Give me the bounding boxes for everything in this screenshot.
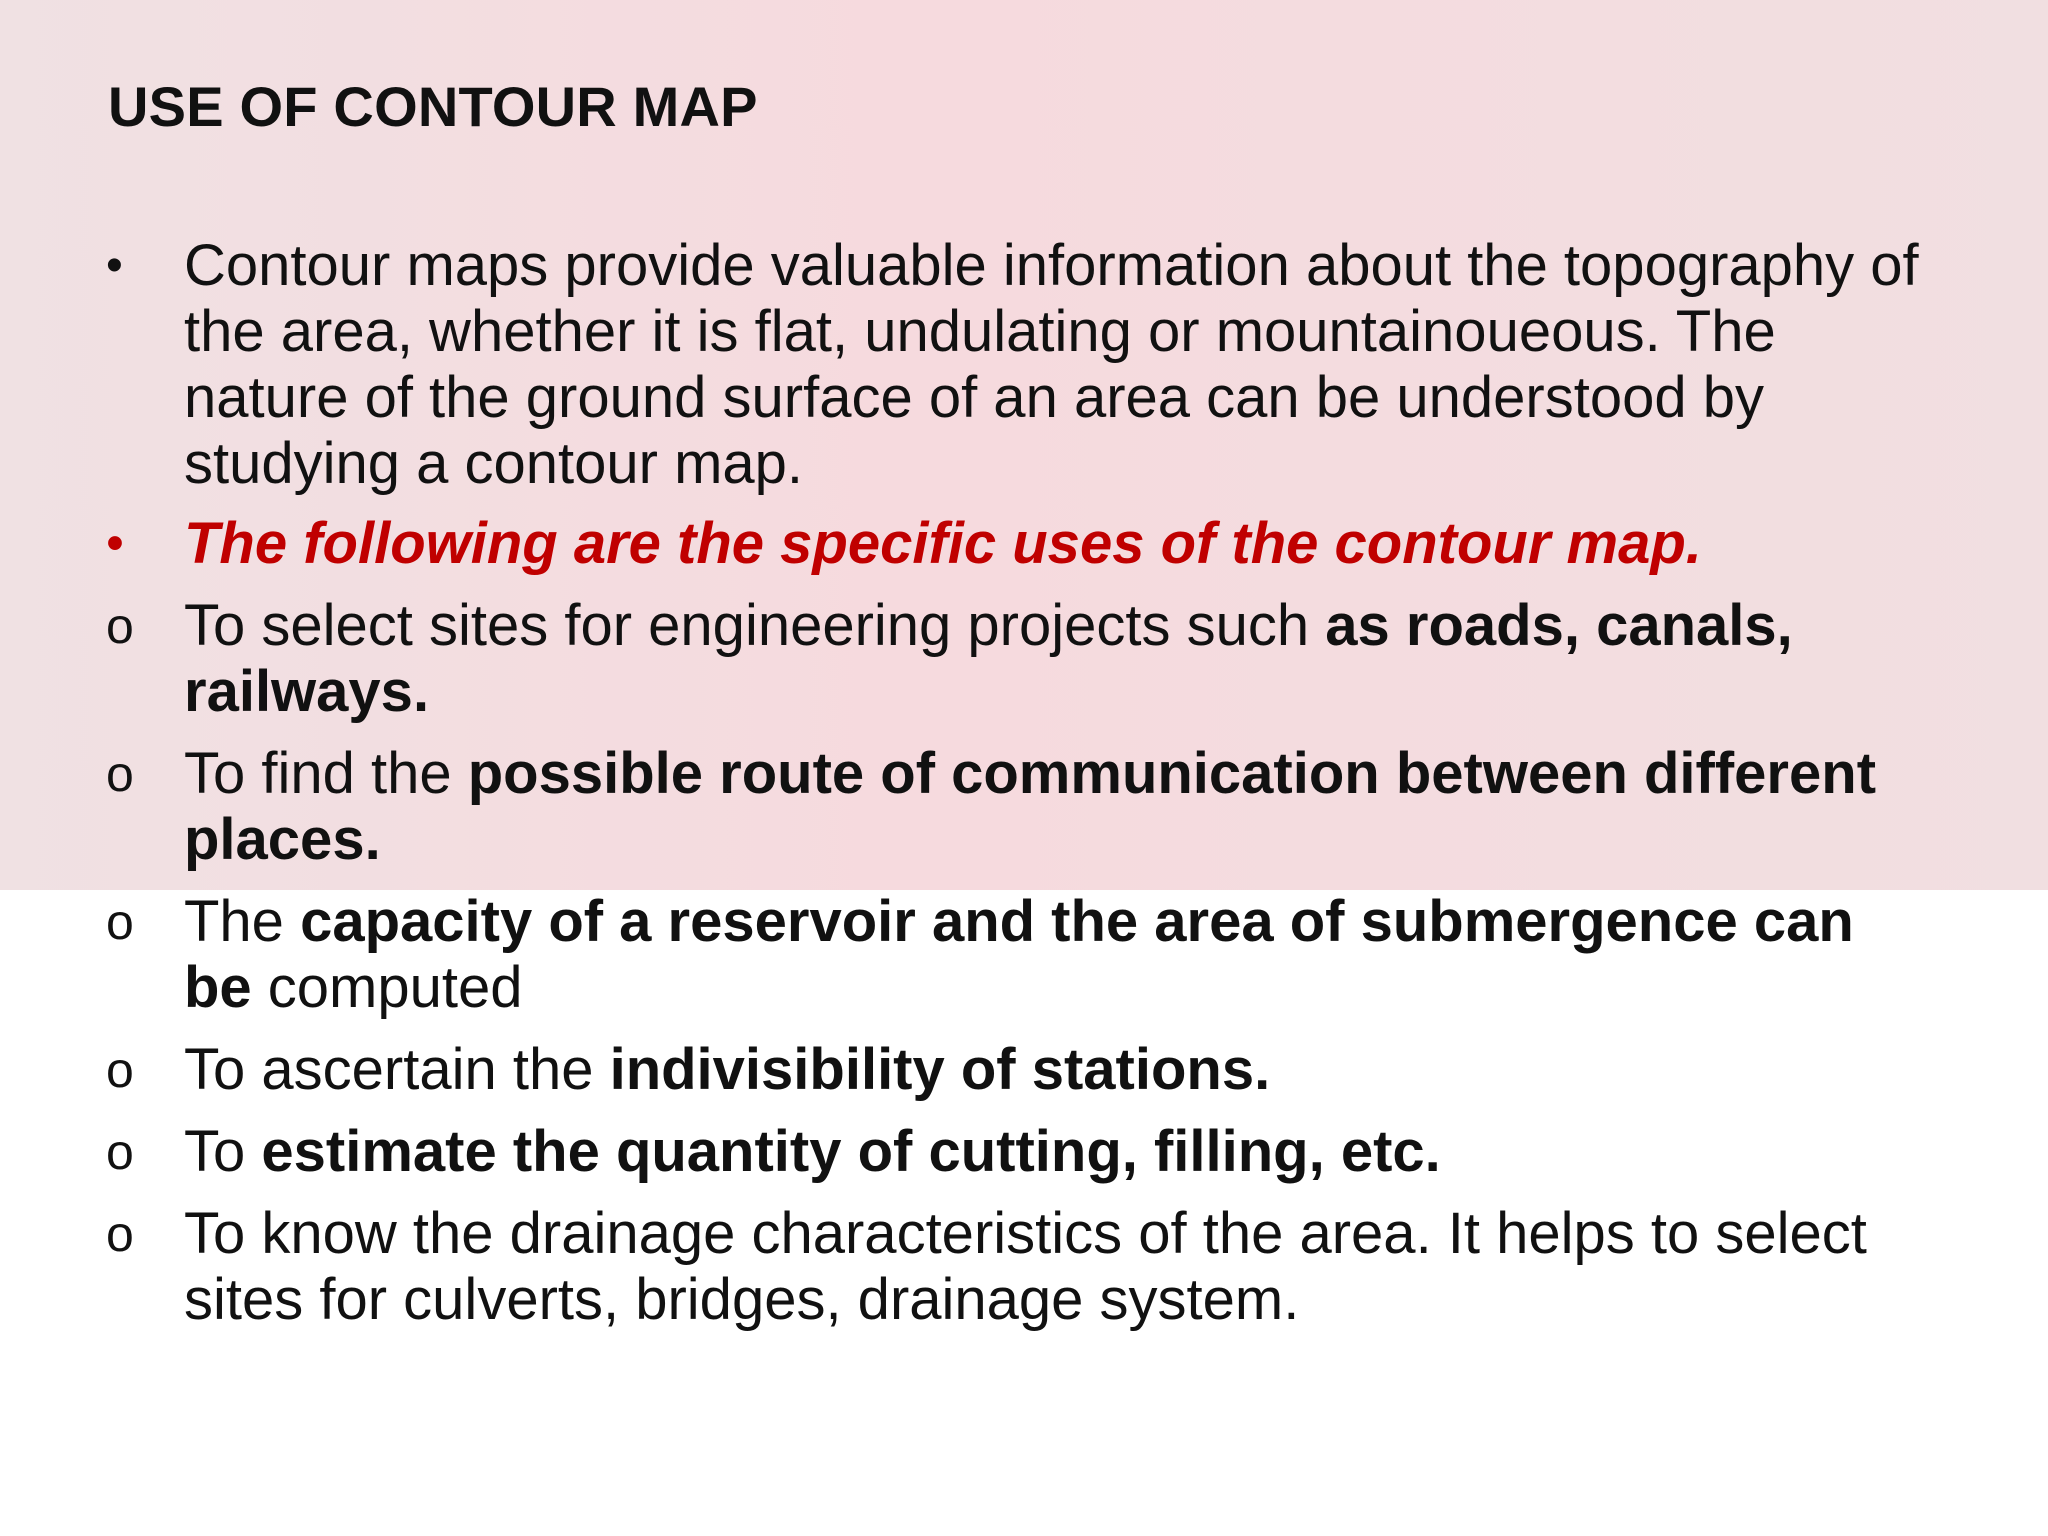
item-text-normal: computed bbox=[251, 955, 523, 1020]
list-item bbox=[106, 593, 1936, 725]
bullet-dot-icon: • bbox=[106, 239, 123, 292]
list-item bbox=[106, 1119, 1936, 1185]
item-text-bold: estimate the quantity of cutting, filling, etc. bbox=[261, 1119, 1441, 1184]
sub-bullet-icon: o bbox=[106, 1042, 134, 1098]
item-text-normal: To ascertain the bbox=[184, 1037, 610, 1102]
sub-bullet-icon: o bbox=[106, 894, 134, 950]
sub-bullet-icon: o bbox=[106, 598, 134, 654]
item-text-normal: To know the drainage characteristics of the area. It helps to select sites for culverts, bridges, drainage system. bbox=[184, 1201, 1867, 1332]
item-text: Contour maps provide valuable information about the topography of the area, whether it is flat, undulating or mountainoueous. The nature of the ground surface of an area can be understood by studying a contour map. bbox=[184, 233, 1919, 496]
slide-title: USE OF CONTOUR MAP bbox=[108, 75, 758, 138]
list-item bbox=[106, 511, 1936, 577]
item-text-bold: capacity of a reservoir and the area of submergence can be bbox=[184, 889, 1854, 1020]
list-item bbox=[106, 1201, 1936, 1333]
sub-bullet-icon: o bbox=[106, 1124, 134, 1180]
sub-bullet-icon: o bbox=[106, 1206, 134, 1262]
item-text-normal: The bbox=[184, 889, 301, 954]
item-text-bold: possible route of communication between different places. bbox=[184, 741, 1877, 872]
bullet-dot-icon: • bbox=[106, 517, 123, 570]
highlighted-item-text: The following are the specific uses of the contour map. bbox=[184, 511, 1702, 576]
item-text-bold: indivisibility of stations. bbox=[609, 1037, 1271, 1102]
list-item bbox=[106, 1037, 1936, 1103]
item-text-bold: as roads, canals, railways. bbox=[184, 593, 1793, 724]
list-item bbox=[106, 889, 1936, 1021]
list-item bbox=[106, 233, 1936, 497]
list-item bbox=[106, 741, 1936, 873]
bullet-list bbox=[106, 233, 1936, 1333]
item-text-normal: To select sites for engineering projects such bbox=[184, 593, 1326, 658]
item-text-normal: To bbox=[184, 1119, 262, 1184]
item-text-normal: To find the bbox=[184, 741, 468, 806]
sub-bullet-icon: o bbox=[106, 746, 134, 802]
